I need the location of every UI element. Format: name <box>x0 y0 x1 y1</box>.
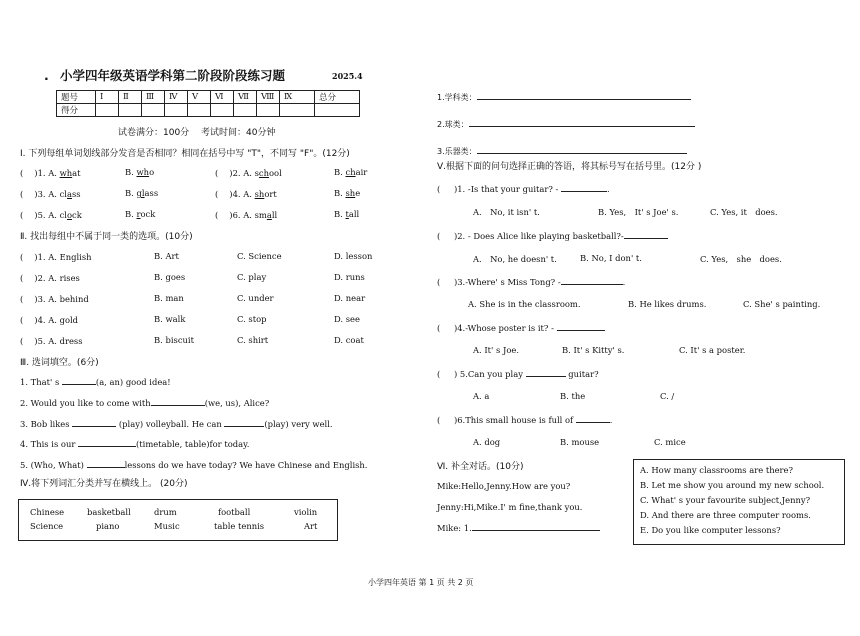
word-part: all <box>348 209 360 219</box>
score-entry[interactable] <box>234 104 257 117</box>
title-dot: . <box>44 68 49 83</box>
s2-option: D. lesson <box>334 251 373 261</box>
s5-option: B. He likes drums. <box>628 299 707 309</box>
question-end: guitar? <box>565 369 599 379</box>
vocab-word: piano <box>96 521 120 531</box>
question-stem: ( )4.-Whose poster is it? - <box>437 323 557 333</box>
underlined-part: wh <box>136 167 150 177</box>
s3-line-5 <box>20 460 367 470</box>
vocab-box <box>18 499 338 541</box>
answer-blank[interactable] <box>526 376 566 377</box>
answer-blank[interactable] <box>62 384 96 385</box>
s5-option: A. She is in the classroom. <box>468 299 581 309</box>
score-cell: Ⅸ <box>280 91 315 104</box>
option-letter: B. <box>125 188 134 198</box>
s5-option: A. No, it isn' t. <box>473 207 540 217</box>
s3-line-4 <box>20 439 249 449</box>
s5-question-4 <box>437 322 605 334</box>
word-part: ass <box>144 188 159 198</box>
s5-option: A. a <box>473 391 490 401</box>
score-table-header-row <box>57 91 360 104</box>
s5-option: B. mouse <box>560 437 600 447</box>
exam-info: 试卷满分：100分 考试时间：40分钟 <box>118 128 276 138</box>
s1-item-6 <box>215 209 277 221</box>
word-part: e <box>355 188 361 198</box>
category-subjects <box>437 92 691 103</box>
answer-blank[interactable] <box>78 446 136 447</box>
question-stem: ( ) 5.Can you play <box>437 369 526 379</box>
vocab-word: basketball <box>87 507 131 517</box>
word-part: ss <box>71 189 81 199</box>
underlined-part: a <box>66 189 72 199</box>
vocab-word: table tennis <box>214 521 265 531</box>
score-entry[interactable] <box>165 104 188 117</box>
answer-blank[interactable] <box>87 467 125 468</box>
s5-option: A. dog <box>473 437 501 447</box>
s1-num: ( )6. A. <box>215 210 252 220</box>
vocab-word: Music <box>154 521 180 531</box>
answer-blank[interactable] <box>561 191 607 192</box>
s2-row-5: ( )5. A. dress <box>20 336 83 346</box>
score-cell: Ⅶ <box>234 91 257 104</box>
word-part: sm <box>254 210 267 220</box>
s2-option: C. shirt <box>237 335 269 345</box>
s5-option: A. It' s Joe. <box>473 345 519 355</box>
s2-option: B. walk <box>154 314 186 324</box>
s5-question-1 <box>437 183 610 195</box>
category-label: 2.球类： <box>437 120 469 129</box>
score-cell: Ⅴ <box>188 91 211 104</box>
sentence-part: 1. That' s <box>20 377 62 387</box>
dialogue-option: E. Do you like computer lessons? <box>640 525 781 535</box>
sentence-part: (a, an) good idea! <box>95 377 171 387</box>
word-part: ck <box>72 210 82 220</box>
answer-line[interactable] <box>477 153 687 154</box>
s2-option: C. play <box>237 272 267 282</box>
underlined-part: a <box>266 210 272 220</box>
s1-item-4 <box>215 188 277 200</box>
score-cell: Ⅷ <box>257 91 280 104</box>
s5-option: C. Yes, it does. <box>710 207 778 217</box>
s1-num: ( )5. A. <box>20 210 57 220</box>
s5-question-2 <box>437 230 668 242</box>
question-end: . <box>622 277 626 287</box>
underlined-part: sh <box>345 188 356 198</box>
answer-blank[interactable] <box>224 426 264 427</box>
s5-option: C. She' s painting. <box>743 299 821 309</box>
s5-option: C. mice <box>654 437 686 447</box>
word-part: s <box>254 168 259 178</box>
underlined-part: o <box>66 210 73 220</box>
s1-num: ( )2. A. <box>215 168 252 178</box>
score-row-label: 得分 <box>57 104 96 117</box>
s1-item-1 <box>20 167 81 179</box>
s1-item-4-b <box>334 188 360 198</box>
score-cell: Ⅳ <box>165 91 188 104</box>
s5-question-3 <box>437 276 625 288</box>
vocab-word: Chinese <box>30 507 65 517</box>
word-part: at <box>72 168 81 178</box>
s1-item-5 <box>20 209 82 221</box>
section-5-heading: Ⅴ.根据下面的问句选择正确的答语，将其标号写在括号里。(12分 ) <box>437 162 702 172</box>
word-part: cl <box>59 189 67 199</box>
section-4-heading: Ⅳ.将下列词汇分类并写在横线上。 (20分) <box>20 479 188 489</box>
s1-item-5-b <box>125 209 155 219</box>
s1-item-3-b <box>125 188 158 198</box>
s2-row-1: ( )1. A. English <box>20 252 92 262</box>
s1-item-2 <box>215 167 282 179</box>
word-part: ool <box>269 168 282 178</box>
question-end: . <box>609 415 613 425</box>
sentence-part: (play) volleyball. He can <box>116 419 225 429</box>
sentence-part: lessons do we have today? We have Chinese and English. <box>124 460 368 470</box>
sentence-part: 4. This is our <box>20 439 79 449</box>
s1-item-6-b <box>334 209 359 219</box>
score-entry[interactable] <box>142 104 165 117</box>
score-table-score-row <box>57 104 360 117</box>
question-stem: ( )2. - Does Alice like playing basketball?- <box>437 231 624 241</box>
score-entry[interactable] <box>211 104 234 117</box>
section-1-heading: Ⅰ. 下列每组单词划线部分发音是否相同？相同在括号中写 "T"，不同写 "F"。(12分) <box>20 149 350 159</box>
sentence-part: 3. Bob likes <box>20 419 73 429</box>
score-entry[interactable] <box>96 104 119 117</box>
s5-option: A. No, he doesn' t. <box>473 254 557 264</box>
score-entry[interactable] <box>188 104 211 117</box>
option-letter: B. <box>125 209 134 219</box>
underlined-part: ch <box>258 168 270 178</box>
s1-item-3 <box>20 188 81 200</box>
vocab-word: Science <box>30 521 64 531</box>
score-cell: Ⅵ <box>211 91 234 104</box>
answer-blank[interactable] <box>472 530 600 531</box>
dialogue-line-2: Jenny:Hi,Mike.I' m fine,thank you. <box>437 502 583 512</box>
dialogue-line-3 <box>437 523 600 533</box>
dialogue-speaker: Mike: 1. <box>437 523 472 533</box>
score-cell: Ⅲ <box>142 91 165 104</box>
word-part: ock <box>140 209 156 219</box>
option-letter: B. <box>334 209 343 219</box>
answer-blank[interactable] <box>561 284 623 285</box>
vocab-word: Art <box>304 521 318 531</box>
underlined-part: ch <box>345 167 356 177</box>
dialogue-line-1: Mike:Hello,Jenny.How are you? <box>437 481 571 491</box>
category-label: 1.学科类： <box>437 93 477 102</box>
score-cell: 题号 <box>57 91 96 104</box>
s2-option: C. stop <box>237 314 267 324</box>
question-stem: ( )3.-Where' s Miss Tong? - <box>437 277 561 287</box>
answer-blank[interactable] <box>72 426 116 427</box>
question-stem: ( )6.This small house is full of <box>437 415 576 425</box>
score-entry[interactable] <box>119 104 142 117</box>
sentence-part: 5. (Who, What) <box>20 460 87 470</box>
question-end: . <box>607 184 610 194</box>
score-cell: Ⅱ <box>119 91 142 104</box>
question-stem: ( )1. -Is that your guitar? - <box>437 184 562 194</box>
underlined-part: sh <box>254 189 265 199</box>
score-entry[interactable] <box>280 104 315 117</box>
category-balls <box>437 119 695 130</box>
sentence-part: (play) very well. <box>264 419 333 429</box>
s2-option: D. runs <box>334 272 365 282</box>
s3-line-1 <box>20 377 171 387</box>
exam-year: 2025.4 <box>332 71 363 81</box>
s5-option: C. It' s a poster. <box>679 345 746 355</box>
word-part: ort <box>264 189 277 199</box>
word-part: o <box>149 167 155 177</box>
score-entry[interactable] <box>257 104 280 117</box>
s1-num: ( )3. A. <box>20 189 57 199</box>
option-letter: B. <box>334 167 343 177</box>
s2-option: B. biscuit <box>154 335 194 345</box>
underlined-part: t <box>345 209 349 219</box>
s5-option: B. No, I don' t. <box>580 253 642 263</box>
s5-option: C. Yes, she does. <box>700 254 782 264</box>
option-letter: B. <box>334 188 343 198</box>
s2-option: D. coat <box>334 335 364 345</box>
s1-item-1-b <box>125 167 154 177</box>
word-part: air <box>355 167 368 177</box>
s5-option: B. Yes, It' s Joe' s. <box>598 207 679 217</box>
section-3-heading: Ⅲ. 选词填空。(6分) <box>20 358 99 368</box>
s2-option: C. under <box>237 293 274 303</box>
s5-question-6 <box>437 414 612 426</box>
s2-option: B. man <box>154 293 184 303</box>
s2-row-2: ( )2. A. rises <box>20 273 80 283</box>
dialogue-option: D. And there are three computer rooms. <box>640 510 811 520</box>
s1-word-a <box>60 168 81 178</box>
sentence-part: (we, us), Alice? <box>204 398 270 408</box>
s5-option: B. It' s Kitty' s. <box>562 345 625 355</box>
category-label: 3.乐器类： <box>437 147 477 156</box>
category-instruments <box>437 146 687 157</box>
option-letter: B. <box>125 167 134 177</box>
s3-line-2 <box>20 398 269 408</box>
word-part: ll <box>271 210 278 220</box>
underlined-part: gl <box>136 188 145 198</box>
answer-blank[interactable] <box>576 422 610 423</box>
s2-row-3: ( )3. A. behind <box>20 294 89 304</box>
underlined-part: r <box>136 209 141 219</box>
dialogue-option: C. What' s your favourite subject,Jenny? <box>640 495 811 505</box>
answer-line[interactable] <box>469 126 695 127</box>
vocab-word: football <box>218 507 251 517</box>
dialogue-option: B. Let me show you around my new school. <box>640 480 825 490</box>
s5-question-5 <box>437 368 599 380</box>
answer-blank[interactable] <box>557 330 605 331</box>
s2-option: B. goes <box>154 272 186 282</box>
score-cell: 总分 <box>315 91 360 104</box>
section-6-heading: Ⅵ. 补全对话。(10分) <box>437 462 524 472</box>
vocab-word: violin <box>294 507 318 517</box>
dialogue-option: A. How many classrooms are there? <box>640 465 793 475</box>
vocab-word: drum <box>154 507 177 517</box>
section-2-heading: Ⅱ. 找出每组中不属于同一类的选项。(10分) <box>20 232 193 242</box>
s2-option: C. Science <box>237 251 282 261</box>
score-entry[interactable] <box>315 104 360 117</box>
word-part: cl <box>59 210 67 220</box>
sentence-part: 2. Would you like to come with <box>20 398 151 408</box>
s2-option: D. see <box>334 314 360 324</box>
answer-blank[interactable] <box>151 405 205 406</box>
s1-item-2-b <box>334 167 367 177</box>
s1-num: ( )1. A. <box>20 168 57 178</box>
answer-line[interactable] <box>477 99 691 100</box>
score-cell: Ⅰ <box>96 91 119 104</box>
s3-line-3 <box>20 419 333 429</box>
page-title: 小学四年级英语学科第二阶段阶段练习题 <box>60 68 286 83</box>
s5-option: B. the <box>560 391 586 401</box>
s5-option: C. / <box>660 391 675 401</box>
s2-row-4: ( )4. A. gold <box>20 315 79 325</box>
score-table <box>56 90 360 117</box>
sentence-part: (timetable, table)for today. <box>136 439 250 449</box>
s2-option: B. Art <box>154 251 179 261</box>
page-footer: 小学四年英语 第 1 页 共 2 页 <box>368 578 474 587</box>
underlined-part: wh <box>59 168 73 178</box>
s2-option: D. near <box>334 293 366 303</box>
s1-num: ( )4. A. <box>215 189 252 199</box>
answer-blank[interactable] <box>624 238 668 239</box>
